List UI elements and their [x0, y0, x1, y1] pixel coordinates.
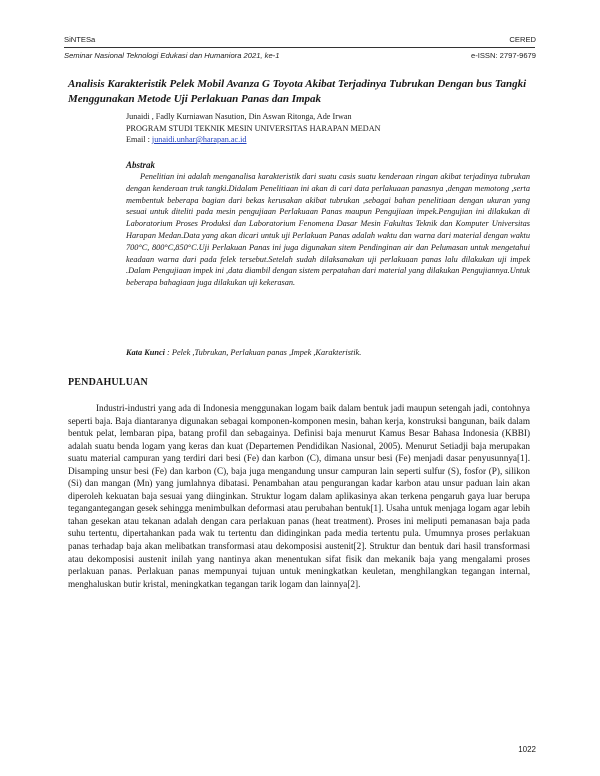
keywords — [126, 348, 536, 357]
page-number: 1022 — [518, 745, 536, 754]
email-label: Email : — [126, 135, 152, 144]
header-rule — [64, 47, 535, 48]
abstract-heading: Abstrak — [126, 160, 156, 170]
affiliation: PROGRAM STUDI TEKNIK MESIN UNIVERSITAS HARAPAN MEDAN — [126, 123, 381, 133]
issn: e-ISSN: 2797-9679 — [470, 51, 536, 60]
email-link[interactable]: junaidi.unhar@harapan.ac.id — [151, 135, 247, 144]
section-body: Industri-industri yang ada di Indonesia menggunakan logam baik dalam bentuk jadi maupun setengah jadi, contohnya seperti baja. Baja diantaranya digunakan sebagai komponen-komponen mesin, bahan kerja, konstruksi bangunan, baik dalam bentuk pelat, lembaran pipa, batang profil dan sebagainya. Definisi baja menurut Kamus Besar Bahasa Indonesia (KBBI) adalah suatu benda logam yang keras dan kuat (Departemen Pendidikan Nasional, 2005). Menurut Setiadji baja merupakan suatu material campuran yang terdiri dari besi (Fe) dan karbon (C), dimana unsur besi (Fe) menjadi dasar penyusunnya[1]. Disamping unsur besi (Fe) dan karbon (C), baja juga mengandung unsur campuran lain seperti sulfur (S), fosfor (P), silikon (Si) dan mangan (Mn) yang jumlahnya dibatasi. Penambahan atau pengurangan kadar karbon atau unsur paduan lain akan diperoleh kekuatan baja sesuai yang diinginkan. Struktur logam dalam aplikasinya akan terkena pengaruh gaya luar berupa tegangantegangan gesek sehingga menimbulkan deformasi atau perubahan bentuk[1]. Usaha untuk menjaga logam agar lebih tahan gesekan atau tekanan adalah dengan cara perlakuan panas (heat treatment). Proses ini meliputi pemanasan baja pada suhu tertentu, dipertahankan pada wak tu tertentu dan didinginkan pada media tertentu pula. Umumnya proses perlakuan panas terhadap baja akan melibatkan transformasi atau dekomposisi austenit[2]. Struktur dan bentuk dari hasil transformasi atau dekomposisi austenit inilah yang nantinya akan menentukan sifat fisik dan mekanik baja yang mengalami proses perlakuan panas. Perlakuan panas mempunyai tujuan untuk meningkatkan keuletan, menghilangkan tegangan internal, menghaluskan butir kristal, meningkatkan tegangan tarik logam dan lainnya[2]. — [68, 403, 530, 589]
paper-title: Analisis Karakteristik Pelek Mobil Avanza G Toyota Akibat Terjadinya Tubrukan Dengan bus Tangki Menggunakan Metode Uji Perlakuan Panas dan Impak — [68, 78, 527, 105]
keywords-label: Kata Kunci — [126, 348, 165, 357]
email-line — [126, 134, 536, 146]
section-heading: PENDAHULUAN — [68, 377, 148, 388]
abstract-text: Penelitian ini adalah menganalisa karakteristik dari suatu casis suatu kenderaan ringan akibat terjadinya tubrukan dengan kenderaan truk tangki.Didalam Penelitiaan ini akan di cari data perlakuaan panasnya ,dengan memotong ,serta membentuk beberapa bagian dari bekas kerusakan akibat tubrukan ,sebagai bahan penelitiaan dengan ukuran yang sesuai untuk diteliti pada mesin pengujiaan Perlakuaan Panas maupun Pengujiaan impek.Pengujian ini dilakukan di Laboratorium Proses Produksi dan Laboratorium Fenomena Dasar Mesin Fakultas Teknik dan Komputer Universitas Harapan Medan.Data yang akan dicari untuk uji Perlakuan Panas adalah waktu dan warna dari material dengan waktu 700°C, 800°C,850°C.Uji Perlakuan Panas ini juga digunakan sitem Pendinginan air dan Pelumasan untuk mengetahui keadaan warna dari pada felek tersebut.Setelah sudah dilaksanakan uji perlakuaan panas lalu dilakukan uji impek .Dalam Pengujiaan impek ini ,data diambil dengan sistem perpatahan dari material yang dilakukan Pengujiannya.Untuk beberapa bahagiaan juga dilakukan uji kekerasan. — [126, 172, 530, 288]
seminar-name: Seminar Nasional Teknologi Edukasi dan Humaniora 2021, ke-1 — [64, 51, 280, 60]
authors: Junaidi , Fadly Kurniawan Nasution, Din Aswan Ritonga, Ade Irwan — [126, 112, 352, 121]
journal-logo-text: CERED — [509, 35, 536, 44]
author-block — [126, 111, 536, 146]
journal-name: SiNTESa — [64, 35, 96, 44]
keywords-text: : Pelek ,Tubrukan, Perlakuan panas ,Impek ,Karakteristik. — [164, 348, 362, 357]
